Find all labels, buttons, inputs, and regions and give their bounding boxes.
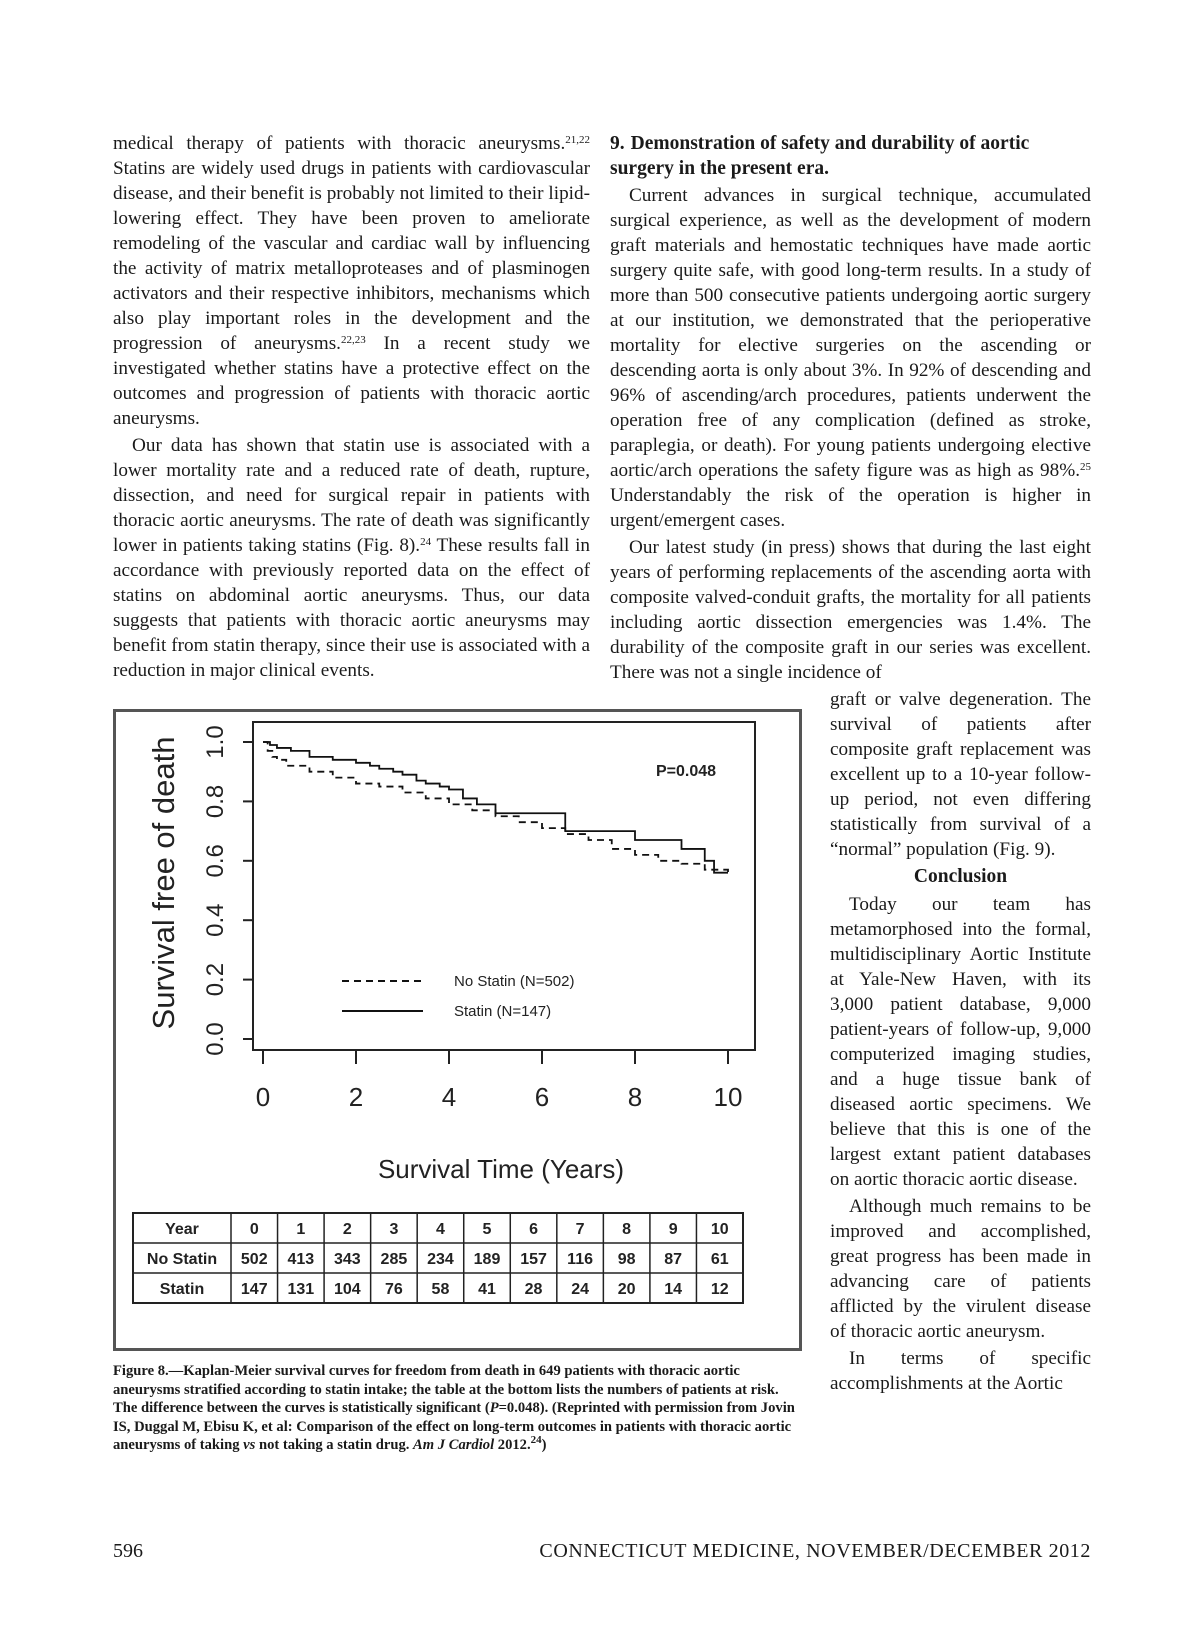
paragraph-statin-results xyxy=(113,433,590,683)
risk-table-cell: 5 xyxy=(482,1221,492,1238)
section-heading xyxy=(610,131,1091,181)
x-tick-label: 0 xyxy=(255,1082,271,1112)
caption-text: Figure 8.—Kaplan-Meier survival curves for freedom from death in 649 patients with thoracic aortic aneurysms stratified according to statin intake; the table at the bottom lists the numbers of patients at risk. The difference between the curves is statistically significant ( xyxy=(113,1363,779,1416)
text-span: Current advances in surgical technique, accumulated surgical experience, as well as the development of modern graft materials and hemostatic techniques have made aortic surgery quite safe, with good long-term results. In a study of more than 500 consecutive patients undergoing aortic surgery at our institution, we demonstrated that the perioperative mortality for elective surgeries on the ascending or descending aorta is only about 3%. In 92% of descending and 96% of ascending/arch procedures, patients underwent the operation free of any complication (defined as stroke, paraplegia, or death). For young patients undergoing elective aortic/arch operations the safety figure was as high as 98%. xyxy=(610,185,1091,481)
right-column xyxy=(610,131,1091,685)
x-tick-label: 4 xyxy=(441,1082,457,1112)
x-tick-label: 6 xyxy=(534,1082,550,1112)
x-tick-label: 10 xyxy=(713,1082,743,1112)
risk-table-cell: 41 xyxy=(478,1281,496,1298)
risk-table-cell: 20 xyxy=(617,1281,636,1298)
y-tick-label: 0.8 xyxy=(202,784,229,819)
text-span: Understandably the risk of the operation is higher in urgent/emergent cases. xyxy=(610,485,1091,531)
risk-table-cell: 10 xyxy=(710,1221,729,1238)
text-span: In a recent study we investigated whether statins have a protective effect on the outcomes and progression of patients with thoracic aortic aneurysms. xyxy=(113,333,590,429)
legend-label: No Statin (N=502) xyxy=(454,973,575,990)
p-value-annotation: P=0.048 xyxy=(655,763,717,780)
risk-table-cell: 98 xyxy=(617,1251,636,1268)
reference-superscript: 21,22 xyxy=(565,134,590,146)
caption-text: ) xyxy=(541,1437,547,1453)
reference-superscript: 24 xyxy=(420,536,432,548)
statin-curve xyxy=(263,742,728,873)
text-span: Our data has shown that statin use is associated with a lower mortality rate and a reduced rate of death, rupture, dissection, and need for surgical repair in patients with thoracic aortic aneurysms. The rate of death was significantly lower in patients taking statins (Fig. 8). xyxy=(113,435,590,556)
risk-table-cell: 12 xyxy=(710,1281,729,1298)
y-tick-label: 0.6 xyxy=(202,844,229,878)
paragraph-accomplishments: In terms of specific accomplishments at the Aortic xyxy=(830,1348,1091,1394)
risk-table-cell: 4 xyxy=(436,1221,445,1238)
risk-table-cell: 3 xyxy=(389,1221,399,1238)
y-axis-label: Survival free of death xyxy=(146,736,181,1030)
risk-table-cell: 9 xyxy=(668,1221,678,1238)
text-span: These results fall in accordance with previously reported data on the effect of statins on abdominal aortic aneurysms. Thus, our data suggests that patients with thoracic aortic aneurysms may benefit from statin therapy, since their use is associated with a reduction in major clinical events. xyxy=(113,535,590,681)
caption-text: =0.048). (Reprinted with permission from Jovin IS, Duggal M, Ebisu K, et al: Comparison of the effect on long-term outcomes in patients with thoracic aortic aneurysms of taking xyxy=(113,1400,795,1453)
risk-table-cell: 6 xyxy=(529,1221,538,1238)
paragraph-latest-study-continued: graft or valve degeneration. The survival of patients after composite graft replacement was excellent up to a 10-year follow-up period, not even differing statistically from survival of a “normal” population (Fig. 9). xyxy=(830,689,1091,860)
risk-table-row-label: Year xyxy=(165,1221,199,1238)
caption-italic: vs xyxy=(243,1437,256,1453)
risk-table-cell: 14 xyxy=(664,1281,683,1298)
chart-legend xyxy=(342,973,574,1020)
paragraph-surgical-safety xyxy=(610,183,1091,533)
caption-text: 2012. xyxy=(494,1437,531,1453)
left-column xyxy=(113,131,590,683)
risk-table-cell: 7 xyxy=(575,1221,585,1238)
risk-table xyxy=(133,1213,743,1303)
text-span: medical therapy of patients with thoracic aneurysms. xyxy=(113,133,566,154)
caption-text: not taking a statin drug. xyxy=(255,1437,414,1453)
section-number: 9. xyxy=(610,133,625,154)
risk-table-cell: 116 xyxy=(567,1251,593,1268)
paragraph-conclusion: Today our team has metamorphosed into the formal, multidisciplinary Aortic Institute at Yale-New Haven, with its 3,000 patient database, 9,000 patient-years of follow-up, 9,000 computerized imaging studies, and a huge tissue bank of diseased aortic specimens. We believe that this is one of the largest extant patient databases on aortic thoracic aortic disease. xyxy=(830,894,1091,1190)
risk-table-cell: 24 xyxy=(571,1281,589,1298)
risk-table-cell: 87 xyxy=(664,1251,683,1268)
page-number: 596 xyxy=(113,1540,143,1562)
risk-table-cell: 0 xyxy=(249,1221,259,1238)
conclusion-heading: Conclusion xyxy=(913,866,1008,887)
legend-label: Statin (N=147) xyxy=(454,1003,552,1020)
risk-table-cell: 28 xyxy=(524,1281,543,1298)
y-tick-label: 1.0 xyxy=(202,725,229,759)
right-column-narrow xyxy=(830,687,1091,1396)
x-axis-label: Survival Time (Years) xyxy=(377,1154,625,1184)
risk-table-cell: 234 xyxy=(427,1251,454,1268)
journal-running-footer: CONNECTICUT MEDICINE, NOVEMBER/DECEMBER 2012 xyxy=(539,1540,1091,1562)
y-tick-label: 0.4 xyxy=(202,903,229,937)
paragraph-progress: Although much remains to be improved and accomplished, great progress has been made in advancing care of patients afflicted by the virulent disease of thoracic aortic aneurysm. xyxy=(830,1196,1091,1342)
risk-table-cell: 285 xyxy=(380,1251,408,1268)
figure-8-frame xyxy=(113,709,802,1351)
risk-table-cell: 58 xyxy=(431,1281,450,1298)
risk-table-cell: 2 xyxy=(342,1221,352,1238)
risk-table-cell: 104 xyxy=(334,1281,361,1298)
risk-table-cell: 131 xyxy=(287,1281,315,1298)
y-tick-label: 0.0 xyxy=(202,1022,229,1056)
risk-table-cell: 76 xyxy=(385,1281,403,1298)
section-title: Demonstration of safety and durability of aortic surgery in the present era. xyxy=(610,133,1030,179)
paragraph-latest-study: Our latest study (in press) shows that during the last eight years of performing replacements of the ascending aorta with composite valved-conduit grafts, the mortality for all patients including aortic dissection emergencies was 1.4%. The durability of the composite graft in our series was excellent. There was not a single incidence of xyxy=(610,537,1091,683)
text-span: Statins are widely used drugs in patients with cardiovascular disease, and their benefit is probably not limited to their lipid-lowering effect. They have been proven to ameliorate remodeling of the vascular and cardiac wall by influencing the activity of matrix metalloproteases and of plasminogen activators and their respective inhibitors, mechanisms which also play important roles in the development and the progression of aneurysms. xyxy=(113,158,590,354)
caption-italic: Am J Cardiol xyxy=(413,1437,495,1453)
risk-table-cell: 8 xyxy=(622,1221,632,1238)
risk-table-cell: 502 xyxy=(240,1251,268,1268)
reference-superscript: 24 xyxy=(530,1434,542,1446)
kaplan-meier-chart xyxy=(116,712,799,1348)
reference-superscript: 25 xyxy=(1080,461,1091,473)
risk-table-cell: 147 xyxy=(240,1281,268,1298)
risk-table-cell: 157 xyxy=(520,1251,547,1268)
y-axis-ticks xyxy=(202,725,253,1055)
risk-table-row-label: Statin xyxy=(159,1281,205,1298)
reference-superscript: 22,23 xyxy=(340,334,366,346)
x-tick-label: 8 xyxy=(627,1082,643,1112)
caption-italic: P xyxy=(489,1400,499,1416)
paragraph-statins-intro xyxy=(113,131,590,431)
risk-table-cell: 413 xyxy=(287,1251,315,1268)
risk-table-cell: 1 xyxy=(296,1221,306,1238)
x-axis-ticks xyxy=(256,1050,743,1112)
risk-table-cell: 189 xyxy=(473,1251,501,1268)
figure-8-caption xyxy=(113,1362,805,1455)
risk-table-row-label: No Statin xyxy=(146,1251,218,1268)
x-tick-label: 2 xyxy=(348,1082,364,1112)
risk-table-cell: 61 xyxy=(710,1251,729,1268)
risk-table-cell: 343 xyxy=(334,1251,361,1268)
y-tick-label: 0.2 xyxy=(202,962,229,997)
